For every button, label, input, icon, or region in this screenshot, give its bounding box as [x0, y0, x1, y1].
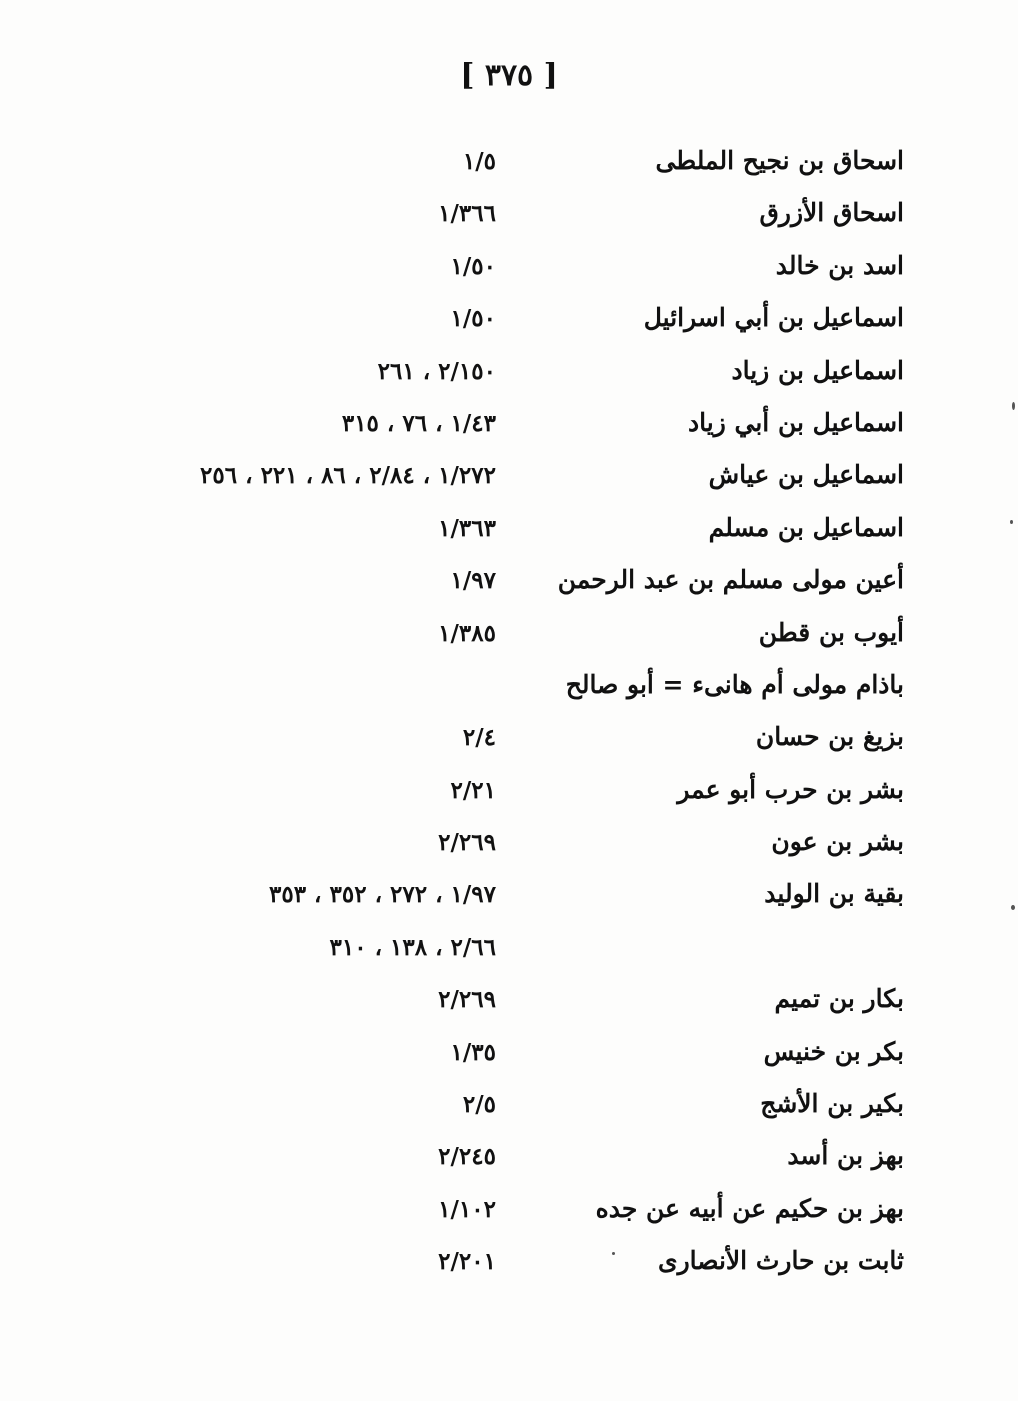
entry-name: اسحاق الأزرق: [759, 198, 904, 228]
entry-references: ٢/٢٤٥: [438, 1143, 496, 1171]
entry-references: ٢/٢٦٩: [438, 829, 496, 857]
index-entry: [0, 454, 1018, 506]
entry-name: بقية بن الوليد: [764, 879, 904, 909]
scan-speck: [1012, 402, 1015, 410]
index-entry: [0, 873, 1018, 925]
entry-references: ٢/٦٦ ، ١٣٨ ، ٣١٠: [329, 933, 496, 961]
entry-references: ٢/٥: [462, 1091, 496, 1119]
index-entry: [0, 402, 1018, 454]
entry-references: ١/٣٦٦: [438, 200, 496, 228]
entry-references: ٢/٢٦٩: [438, 986, 496, 1014]
entry-references: ١/٩٧ ، ٢٧٢ ، ٣٥٢ ، ٣٥٣: [268, 881, 496, 909]
index-entry: [0, 1240, 1018, 1292]
entry-name: اسد بن خالد: [775, 250, 904, 280]
index-entry: [0, 559, 1018, 611]
index-entry: [0, 297, 1018, 349]
entry-references: ١/٤٣ ، ٧٦ ، ٣١٥: [341, 409, 496, 437]
index-entry: [0, 140, 1018, 192]
index-entry: [0, 769, 1018, 821]
entry-references: ٢/١٥٠ ، ٢٦١: [377, 357, 496, 385]
index-entry: [0, 1031, 1018, 1083]
entry-name: بكير بن الأشج: [760, 1089, 904, 1119]
entry-name: باذام مولى أم هانىء = أبو صالح: [565, 669, 904, 699]
index-entry: [0, 664, 1018, 716]
entry-references: ١/٣٦٣: [438, 514, 496, 542]
entry-references: ١/٣٨٥: [438, 619, 496, 647]
index-entry: [0, 192, 1018, 244]
index-entry: [0, 507, 1018, 559]
entry-name: اسماعيل بن مسلم: [708, 512, 904, 542]
entry-references: ١/٥٠: [450, 305, 496, 333]
index-entry: [0, 1083, 1018, 1135]
entry-references: ٢/٢١: [450, 776, 496, 804]
entry-name: اسماعيل بن عياش: [708, 460, 904, 490]
index-entry: [0, 716, 1018, 768]
entry-name: بهز بن حكيم عن أبيه عن جده: [595, 1193, 904, 1223]
scan-speck: [612, 1252, 615, 1255]
entry-references: ٢/٢٠١: [438, 1248, 496, 1276]
entry-references: ١/١٠٢: [438, 1195, 496, 1223]
scan-speck: [1010, 520, 1013, 524]
index-entry: [0, 350, 1018, 402]
entry-name: اسماعيل بن أبي زياد: [688, 407, 904, 437]
page-number: [ ٣٧٥ ]: [460, 58, 558, 93]
entry-name: بشر بن حرب أبو عمر: [677, 774, 904, 804]
entry-name: أعين مولى مسلم بن عبد الرحمن: [557, 565, 904, 595]
entry-references: ١/٥: [462, 148, 496, 175]
entry-name: بزيغ بن حسان: [755, 722, 904, 752]
index-entry: [0, 1188, 1018, 1240]
entry-name: ثابت بن حارث الأنصارى: [658, 1246, 904, 1276]
entry-name: بشر بن عون: [771, 827, 904, 857]
entry-references: ٢/٤: [462, 724, 496, 752]
index-entry: [0, 612, 1018, 664]
entry-references: ١/٢٧٢ ، ٢/٨٤ ، ٨٦ ، ٢٢١ ، ٢٥٦: [200, 462, 496, 490]
entry-name: اسحاق بن نجيح الملطى: [655, 146, 904, 175]
entry-references: ١/٩٧: [450, 567, 496, 595]
name-index-list: [0, 140, 1018, 1293]
entry-name: أيوب بن قطن: [758, 617, 904, 647]
index-entry: [0, 245, 1018, 297]
index-entry: [0, 978, 1018, 1030]
entry-name: بكر بن خنيس: [763, 1036, 904, 1066]
entry-name: اسماعيل بن أبي اسرائيل: [643, 303, 904, 333]
index-entry: [0, 1135, 1018, 1187]
entry-references: ١/٣٥: [450, 1038, 496, 1066]
index-entry-continuation: [0, 926, 1018, 978]
scan-speck: [1011, 905, 1015, 910]
entry-name: بهز بن أسد: [787, 1141, 904, 1171]
index-entry: [0, 821, 1018, 873]
entry-references: ١/٥٠: [450, 252, 496, 280]
entry-name: بكار بن تميم: [774, 984, 904, 1014]
entry-name: اسماعيل بن زياد: [731, 355, 904, 385]
